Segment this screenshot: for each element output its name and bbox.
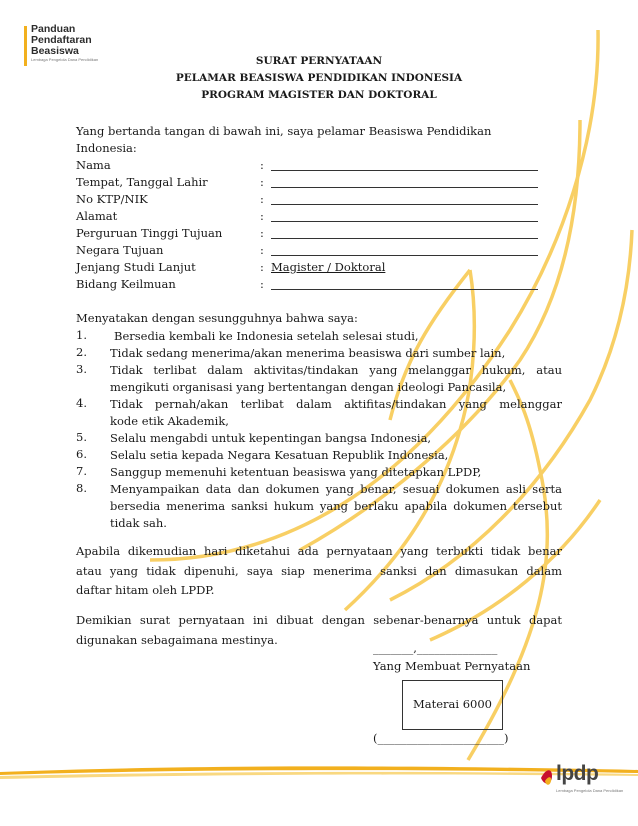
logo-tagline: Lembaga Pengelola Dana Pendidikan — [31, 57, 99, 62]
list-item-text: Tidak pernah/akan terlibat dalam aktifitas/tindakan yang melanggar — [110, 397, 562, 411]
field-colon: : — [260, 277, 264, 291]
list-item — [114, 328, 566, 345]
statement-intro: Menyatakan dengan sesungguhnya bahwa saya: — [76, 311, 358, 325]
field-blank-nik[interactable] — [271, 192, 538, 205]
list-item-text: Selalu mengabdi untuk kepentingan bangsa Indonesia, — [110, 431, 432, 445]
field-label-bidang: Bidang Keilmuan — [76, 277, 176, 291]
list-item — [110, 430, 562, 447]
field-label-jenjang: Jenjang Studi Lanjut — [76, 260, 196, 274]
field-blank-alamat[interactable] — [271, 209, 538, 222]
list-item — [110, 362, 562, 396]
field-label-alamat: Alamat — [76, 209, 118, 223]
paragraph-line: Apabila dikemudian hari diketahui ada pernyataan yang terbukti tidak benar — [76, 544, 562, 558]
footer-tagline: Lembaga Pengelola Dana Pendidikan — [556, 788, 624, 793]
field-blank-ttl[interactable] — [271, 175, 538, 188]
document-subtitle-1: PELAMAR BEASISWA PENDIDIKAN INDONESIA — [175, 72, 463, 84]
list-item-text: Bersedia kembali ke Indonesia setelah selesai studi, — [114, 329, 419, 343]
list-item-text: kode etik Akademik, — [110, 414, 229, 428]
place-date-line[interactable]: _______,______________ — [373, 641, 498, 655]
logo-line-1: Panduan — [31, 23, 76, 35]
list-item-text: Tidak sedang menerima/akan menerima beasiswa dari sumber lain, — [110, 346, 506, 360]
paragraph-line: daftar hitam oleh LPDP. — [76, 583, 215, 597]
intro-line-2: Indonesia: — [76, 141, 137, 155]
field-blank-negara[interactable] — [271, 243, 538, 256]
paragraph-line: Demikian surat pernyataan ini dibuat dengan sebenar-benarnya untuk dapat — [76, 613, 562, 627]
document-subtitle-2: PROGRAM MAGISTER DAN DOKTORAL — [201, 89, 437, 101]
field-colon: : — [260, 192, 264, 206]
field-label-nik: No KTP/NIK — [76, 192, 148, 206]
field-label-ttl: Tempat, Tanggal Lahir — [76, 175, 208, 189]
list-item — [110, 464, 562, 481]
signer-name-line[interactable]: (______________________) — [373, 731, 509, 745]
list-item — [110, 396, 562, 430]
field-colon: : — [260, 175, 264, 189]
field-label-nama: Nama — [76, 158, 111, 172]
item-number: 5. — [76, 430, 87, 444]
item-number: 1. — [76, 328, 87, 342]
item-number: 6. — [76, 447, 87, 461]
field-colon: : — [260, 243, 264, 257]
field-colon: : — [260, 226, 264, 240]
intro-line-1: Yang bertanda tangan di bawah ini, saya pelamar Beasiswa Pendidikan — [76, 124, 492, 138]
lpdp-flame-icon — [541, 770, 552, 785]
field-label-negara: Negara Tujuan — [76, 243, 164, 257]
field-label-pt-tujuan: Perguruan Tinggi Tujuan — [76, 226, 223, 240]
field-blank-bidang[interactable] — [271, 277, 538, 290]
item-number: 7. — [76, 464, 87, 478]
logo-line-3: Beasiswa — [31, 45, 79, 57]
item-number: 4. — [76, 396, 87, 410]
list-item-text: tidak sah. — [110, 516, 167, 530]
list-item-text: Tidak terlibat dalam aktivitas/tindakan yang melanggar hukum, atau — [110, 363, 562, 377]
materai-stamp-box — [402, 680, 503, 730]
list-item-text: mengikuti organisasi yang bertentangan dengan ideologi Pancasila, — [110, 380, 507, 394]
materai-label: Materai 6000 — [412, 697, 492, 711]
list-item — [110, 345, 562, 362]
field-colon: : — [260, 158, 264, 172]
item-number: 8. — [76, 481, 87, 495]
item-number: 2. — [76, 345, 87, 359]
item-number: 3. — [76, 362, 87, 376]
lpdp-wordmark: lpdp — [556, 762, 599, 785]
list-item — [110, 481, 562, 532]
logo-line-2: Pendaftaran — [31, 34, 92, 46]
field-blank-pt-tujuan[interactable] — [271, 226, 538, 239]
field-blank-nama[interactable] — [271, 158, 538, 171]
document-title: SURAT PERNYATAAN — [255, 55, 383, 67]
list-item — [110, 447, 562, 464]
list-item-text: Sanggup memenuhi ketentuan beasiswa yang ditetapkan LPDP, — [110, 465, 482, 479]
paragraph-line: digunakan sebagaimana mestinya. — [76, 632, 278, 647]
field-colon: : — [260, 209, 264, 223]
list-item-text: bersedia menerima sanksi hukum yang berlaku apabila dokumen tersebut — [110, 499, 562, 513]
closing-paragraph-1 — [76, 542, 562, 601]
list-item-text: Menyampaikan data dan dokumen yang benar, sesuai dokumen asli serta — [110, 482, 562, 496]
field-value-jenjang: Magister / Doktoral — [271, 260, 386, 274]
footer-band — [0, 756, 638, 826]
paragraph-line: atau yang tidak dipenuhi, saya siap menerima sanksi dan dimasukan dalam — [76, 563, 562, 578]
field-colon: : — [260, 260, 264, 274]
signer-label: Yang Membuat Pernyataan — [373, 659, 531, 673]
list-item-text: Selalu setia kepada Negara Kesatuan Republik Indonesia, — [110, 448, 449, 462]
